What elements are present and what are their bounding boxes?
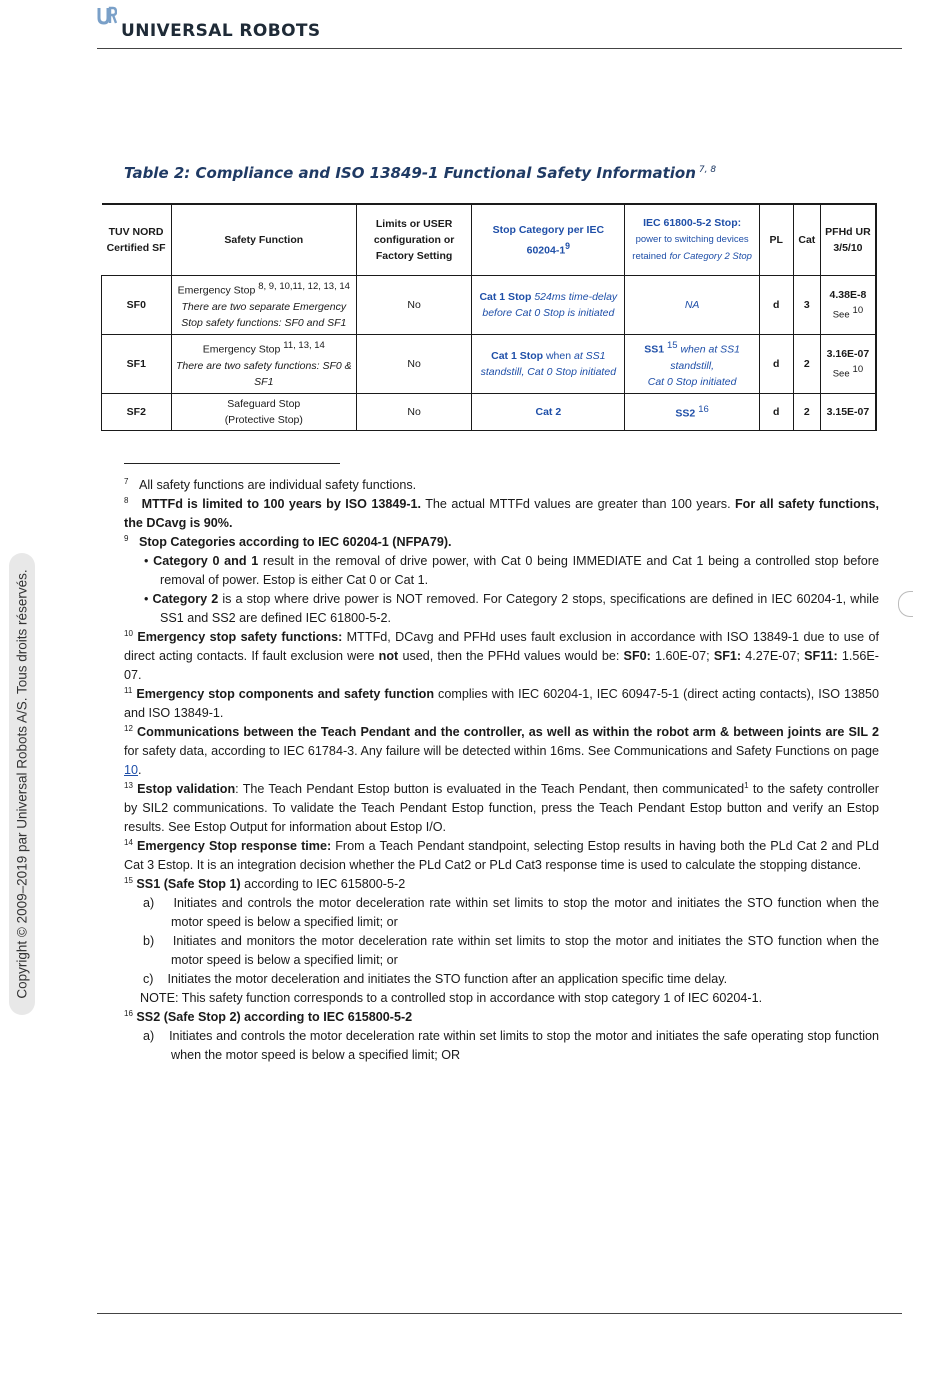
pfhd-value: 3.16E-07	[826, 347, 870, 360]
safety-function-cell	[171, 394, 356, 431]
stop-category-cell	[472, 276, 625, 335]
iec-ss2: SS2	[675, 407, 696, 420]
footnote-number: 9	[124, 533, 129, 543]
pfhd-cell	[820, 276, 876, 335]
function-note: (Protective Stop)	[224, 414, 303, 426]
page-link[interactable]: 10	[124, 763, 139, 777]
footnote-bold: Estop validation	[137, 782, 236, 796]
header-iec-61800	[625, 204, 759, 276]
iec-ref: 15	[666, 340, 678, 352]
pfhd-see: See	[832, 368, 850, 380]
footer-rule	[97, 1313, 902, 1314]
footnote-bold: MTTFd is limited to 100 years by ISO 13849-1.	[141, 497, 422, 511]
list-label: a)	[143, 1029, 155, 1043]
stop-cat: Cat 1 Stop	[479, 291, 532, 303]
iec-note-2: Cat 0 Stop initiated	[647, 375, 737, 388]
iec-cell	[625, 394, 759, 431]
page-edge-tab	[898, 591, 913, 617]
pfhd-see: See	[832, 309, 850, 321]
function-note: There are two separate Emergency Stop safety functions: SF0 and SF1	[181, 300, 347, 329]
function-refs: 11, 13, 14	[283, 340, 325, 352]
footnote-bold: Emergency Stop response time:	[136, 839, 332, 853]
safety-function-cell	[171, 276, 356, 335]
function-note: There are two safety functions: SF0 & SF1	[175, 359, 352, 388]
function-name: Emergency Stop	[177, 284, 256, 297]
stop-category-cell	[472, 335, 625, 394]
footnote-number: 15	[124, 875, 133, 885]
footnote-bold: Communications between the Teach Pendant and the controller, as well as within the robot arm & between joints are SIL 2	[137, 725, 880, 739]
function-name: Emergency Stop	[202, 343, 281, 356]
footnote-15-note: NOTE: This safety function corresponds to a controlled stop in accordance with stop category 1 of IEC 60204-1.	[140, 991, 763, 1005]
footnote-text: 1.60E-07;	[650, 649, 714, 663]
stop-category-cell: Cat 2	[472, 394, 625, 431]
footnote-12	[124, 723, 879, 780]
iec-ref: 16	[698, 404, 709, 416]
cat-cell: 2	[793, 335, 820, 394]
sf-id: SF0	[102, 276, 172, 335]
footnote-13	[124, 780, 879, 837]
stop-note: at SS1 standstill, Cat 0 Stop initiated	[480, 350, 617, 378]
list-label: b)	[143, 934, 155, 948]
footnote-text: : The Teach Pendant Estop button is evaluated in the Teach Pendant, then communicated	[235, 782, 745, 796]
footnote-10	[124, 628, 879, 685]
pfhd-value: 4.38E-8	[829, 288, 867, 301]
list-label: c)	[143, 972, 154, 986]
footnote-bold: SF1:	[713, 649, 742, 663]
footnote-number: 10	[124, 628, 133, 638]
pfhd-cell	[820, 335, 876, 394]
footnote-8	[124, 495, 879, 533]
footnote-15	[124, 875, 879, 894]
header-stop-ref: 9	[565, 240, 571, 251]
sf-id: SF2	[102, 394, 172, 431]
footnote-16-item-a	[124, 1027, 879, 1065]
list-text: Initiates the motor deceleration and initiates the STO function after an application specific time delay.	[167, 972, 728, 986]
safety-functions-table	[101, 203, 877, 431]
footnote-sup: 1	[744, 780, 749, 790]
footnote-9-bullet-2: • Category 2 is a stop where drive power is NOT removed. For Category 2 stops, specifications are defined in IEC 60204-1, while SS1 and SS2 are defined IEC 61800-5-2.	[144, 592, 879, 625]
footnote-text: .	[138, 763, 142, 777]
bullet-text: is a stop where drive power is NOT removed. For Category 2 stops, specifications are defined in IEC 60204-1, while SS1 and SS2 are defined IEC 61800-5-2.	[160, 592, 879, 625]
stop-cat: Cat 1 Stop	[491, 350, 544, 362]
list-text: Initiates and monitors the motor deceleration rate within set limits to stop the motor and initiates the STO function when the motor speed is below a specified limit; or	[171, 934, 880, 967]
footnote-separator	[124, 463, 340, 464]
footnote-bold: SF0:	[623, 649, 651, 663]
function-name: Safeguard Stop	[227, 398, 301, 410]
list-text: Initiates and controls the motor deceleration rate within set limits to stop the motor and initiates the safe operating stop function when the motor speed is below a specified limit; OR	[169, 1029, 879, 1062]
header-pfhd: PFHd UR 3/5/10	[820, 204, 876, 276]
footnote-number: 8	[124, 495, 129, 505]
iec-cell	[625, 335, 759, 394]
footnote-text: 4.27E-07;	[741, 649, 805, 663]
header-stop-category	[472, 204, 625, 276]
bullet-bold: Category 2	[152, 592, 219, 606]
header-iec-desc: power to switching devices retained	[632, 234, 749, 262]
bullet-text: result in the removal of drive power, with Cat 0 being IMMEDIATE and Cat 1 being a controlled stop before removal of power. Estop is either Cat 0 or Cat 1.	[160, 554, 879, 587]
footnote-text: The actual MTTFd values are greater than 100 years.	[421, 497, 735, 511]
bullet-bold: Category 0 and 1	[153, 554, 259, 568]
pfhd-ref: 10	[852, 304, 864, 316]
header-pl: PL	[759, 204, 793, 276]
pl-cell: d	[759, 394, 793, 431]
footnote-number: 12	[124, 723, 133, 733]
pl-cell: d	[759, 276, 793, 335]
header-function: Safety Function	[171, 204, 356, 276]
footnote-number: 14	[124, 837, 133, 847]
table-row	[102, 394, 877, 431]
footnote-bold: For all safety functions, the DCavg is 90%.	[124, 497, 880, 530]
footnote-number: 16	[124, 1008, 133, 1018]
footnotes	[124, 476, 879, 1065]
stop-note: 524ms time-delay before Cat 0 Stop is initiated	[482, 291, 618, 319]
limits-cell: No	[356, 335, 471, 394]
cat-cell: 2	[793, 394, 820, 431]
stop-when: when	[545, 350, 572, 362]
table-row	[102, 335, 877, 394]
footnote-14	[124, 837, 879, 875]
footnote-text: 1.56E-07.	[124, 649, 880, 682]
footnote-text: complies with IEC 60204-1, IEC 60947-5-1 (direct acting contacts), ISO 13850 and ISO 13849-1.	[124, 687, 879, 720]
footnote-text: used, then the PFHd values would be:	[398, 649, 624, 663]
pfhd-ref: 10	[852, 363, 864, 375]
copyright-badge	[9, 553, 35, 1015]
iec-note: when at SS1 standstill,	[670, 343, 741, 372]
footnote-bold: Emergency stop safety functions:	[137, 630, 343, 644]
footnote-16	[124, 1008, 879, 1027]
table-title-refs: 7, 8	[698, 165, 717, 175]
footnote-15-item-c	[124, 970, 879, 989]
table-row	[102, 276, 877, 335]
table-title	[124, 164, 716, 182]
pl-cell: d	[759, 335, 793, 394]
footnote-text: to the safety controller by SIL2 communications. To validate the Teach Pendant Estop function, press the Teach Pendant Estop button and verify an Estop results. See Estop Output for information about Estop I/O.	[124, 782, 879, 834]
footnote-text: according to IEC 615800-5-2	[240, 877, 406, 891]
footnote-11	[124, 685, 879, 723]
footnote-text: MTTFd, DCavg and PFHd uses fault exclusion in accordance with ISO 13849-1 due to use of direct acting contacts. If fault exclusion were	[124, 630, 879, 663]
page-header	[97, 6, 902, 49]
header-cat: Cat	[793, 204, 820, 276]
header-iec-note: for Category 2 Stop	[669, 251, 752, 262]
footnote-text: for safety data, according to IEC 61784-3. Any failure will be detected within 16ms. See Communications and Safety Functions on page	[124, 744, 879, 758]
footnote-text: From a Teach Pendant standpoint, selecting Estop results in having both the PLd Cat 2 and PLd Cat 3 Estop. It is an integration decision whether the PLd Cat2 or PLd Cat3 response time is used to calculate the stopping distance.	[124, 839, 879, 872]
footnote-number: 7	[124, 476, 129, 486]
brand-name: UNIVERSAL ROBOTS	[121, 21, 321, 41]
footnote-9	[124, 533, 879, 552]
footnote-bold: SS1 (Safe Stop 1)	[136, 877, 241, 891]
footnote-9-bullet-1: • Category 0 and 1 result in the removal of drive power, with Cat 0 being IMMEDIATE and Cat 1 being a controlled stop before removal of power. Estop is either Cat 0 or Cat 1.	[144, 554, 879, 587]
footnote-7	[124, 476, 879, 495]
list-text: Initiates and controls the motor deceleration rate within set limits to stop the motor and initiates the STO function when the motor speed is below a specified limit; or	[171, 896, 880, 929]
footnote-bold: not	[378, 649, 399, 663]
table-title-text: Table 2: Compliance and ISO 13849-1 Functional Safety Information	[124, 164, 696, 182]
cat-cell: 3	[793, 276, 820, 335]
header-stop-text: Stop Category per IEC 60204-1	[492, 223, 605, 257]
header-tuv: TUV NORD Certified SF	[102, 204, 172, 276]
copyright-text: Copyright © 2009–2019 par Universal Robots A/S. Tous droits réservés.	[14, 569, 30, 999]
footnote-15-item-a	[124, 894, 879, 932]
footnote-bold: Stop Categories according to IEC 60204-1 (NFPA79).	[138, 535, 452, 549]
header-limits: Limits or USER configuration or Factory Setting	[356, 204, 471, 276]
footnote-bold: SF11:	[804, 649, 838, 663]
table-header-row	[102, 204, 877, 276]
footnote-number: 13	[124, 780, 133, 790]
safety-function-cell	[171, 335, 356, 394]
footnote-number: 11	[124, 685, 133, 695]
footnote-bold: Emergency stop components and safety function	[136, 687, 435, 701]
footnote-bold: SS2 (Safe Stop 2) according to IEC 615800-5-2	[136, 1010, 413, 1024]
iec-ss1: SS1	[644, 343, 665, 356]
header-iec-title: IEC 61800-5-2 Stop:	[643, 217, 742, 229]
function-refs: 8, 9, 10,11, 12, 13, 14	[258, 281, 350, 293]
iec-cell: NA	[625, 276, 759, 335]
footnote-text: All safety functions are individual safety functions.	[138, 478, 417, 492]
footnote-15-item-b	[124, 932, 879, 970]
sf-id: SF1	[102, 335, 172, 394]
limits-cell: No	[356, 394, 471, 431]
list-label: a)	[143, 896, 155, 910]
ur-logo-icon	[97, 6, 117, 26]
pfhd-cell: 3.15E-07	[820, 394, 876, 431]
limits-cell: No	[356, 276, 471, 335]
